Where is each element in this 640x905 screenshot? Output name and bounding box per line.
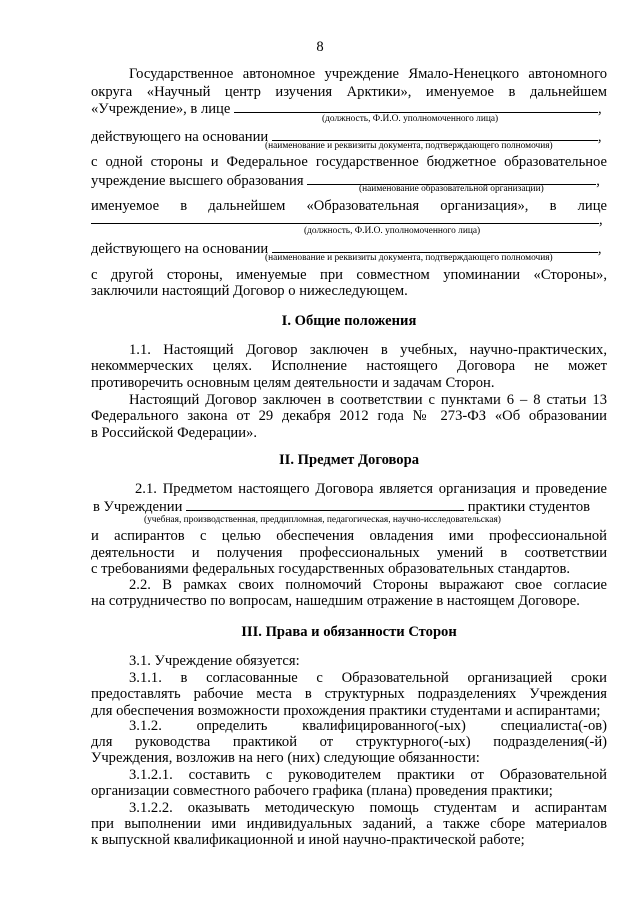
representative-blank [91, 210, 599, 224]
paragraph-line: 2.2. В рамках своих полномочий Стороны выражают свое согласие [129, 577, 607, 593]
paragraph-line: 3.1.2.2. оказывать методическую помощь студентам и аспирантам [129, 800, 607, 816]
paragraph-line: 3.1. Учреждение обязуется: [129, 653, 300, 669]
authority-blank [272, 127, 598, 141]
preamble-text: учреждение высшего образования [91, 173, 304, 189]
paragraph-line: при выполнении ими индивидуальных заданий, а также сборе материалов [91, 816, 607, 832]
preamble-line: округа «Научный центр изучения Арктики», именуемое в дальнейшем [91, 84, 607, 100]
paragraph-line: Федерального закона от 29 декабря 2012 года № 273-ФЗ «Об образовании [91, 408, 607, 424]
paragraph-line: 3.1.2. определить квалифицированного(-ых) специалиста(-ов) [129, 718, 607, 734]
paragraph-line: противоречить основным целям деятельности и задачам Сторон. [91, 375, 495, 391]
preamble-text: действующего на основании [91, 129, 269, 145]
preamble-line: , [91, 210, 607, 229]
preamble-line: с другой стороны, именуемые при совместном упоминании «Стороны», [91, 267, 607, 283]
paragraph-line: Учреждения, возложив на него (них) следующие обязанности: [91, 750, 480, 766]
section-heading: I. Общие положения [281, 313, 417, 329]
paragraph-line: предоставлять рабочие места в структурных подразделениях Учреждения [91, 686, 607, 702]
paragraph-line: для обеспечения возможности прохождения практики студентами и аспирантами; [91, 703, 601, 719]
section-heading: II. Предмет Договора [278, 452, 420, 468]
paragraph-line: в Российской Федерации». [91, 425, 257, 441]
paragraph-line: 1.1. Настоящий Договор заключен в учебных, научно-практических, [129, 342, 607, 358]
field-caption: (должность, Ф.И.О. уполномоченного лица) [322, 114, 499, 124]
paragraph-line: и аспирантов с целью обеспечения овладения ими профессиональной [91, 528, 607, 544]
preamble-text: «Учреждение», в лице [91, 101, 231, 117]
practice-type-blank [186, 497, 464, 511]
paragraph-line: 3.1.2.1. составить с руководителем практики от Образовательной [129, 767, 607, 783]
authority-blank [272, 239, 598, 253]
paragraph-text: практики студентов [467, 499, 591, 515]
page-number: 8 [316, 39, 324, 55]
paragraph-line: с требованиями федеральных государственных образовательных стандартов. [91, 561, 571, 577]
preamble-line: заключили настоящий Договор о нижеследующем. [91, 283, 408, 299]
paragraph-line: 3.1.1. в согласованные с Образовательной организацией сроки [129, 670, 607, 686]
paragraph-line: Настоящий Договор заключен в соответствии с пунктами 6 – 8 статьи 13 [129, 392, 607, 408]
preamble-text: действующего на основании [91, 241, 269, 257]
field-caption: (наименование и реквизиты документа, подтверждающего полномочия) [265, 141, 553, 151]
field-caption: (должность, Ф.И.О. уполномоченного лица) [304, 226, 481, 236]
paragraph-line: к выпускной квалификационной и иной научно-практической работе; [91, 832, 525, 848]
preamble-line: учреждение высшего образования , [91, 173, 600, 189]
preamble-line: именуемое в дальнейшем «Образовательная организация», в лице [91, 198, 607, 214]
field-caption: (наименование и реквизиты документа, подтверждающего полномочия) [265, 253, 553, 263]
preamble-line: Государственное автономное учреждение Ямало-Ненецкого автономного [129, 66, 607, 82]
preamble-line: «Учреждение», в лице , [91, 101, 602, 117]
paragraph-line [93, 497, 609, 516]
paragraph-line: на сотрудничество по вопросам, нашедшим отражение в настоящем Договоре. [91, 593, 580, 609]
preamble-line: действующего на основании , [91, 241, 602, 257]
field-caption: (наименование образовательной организации) [359, 184, 544, 194]
paragraph-line: для руководства практикой от структурного(-ых) подразделения(-й) [91, 734, 607, 750]
representative-blank [234, 99, 598, 113]
preamble-line: с одной стороны и Федеральное государственное бюджетное образовательное [91, 154, 607, 170]
preamble-line: действующего на основании , [91, 129, 602, 145]
paragraph-line: 2.1. Предметом настоящего Договора является организация и проведение [135, 481, 607, 497]
paragraph-line: организации совместного рабочего графика (плана) проведения практики; [91, 783, 553, 799]
paragraph-line: некоммерческих целях. Исполнение настоящего Договора не может [91, 358, 607, 374]
paragraph-text: в Учреждении [93, 499, 183, 515]
field-caption: (учебная, производственная, преддипломная, педагогическая, научно-исследовательская) [144, 515, 501, 525]
paragraph-line: деятельности и получения профессиональных умений в соответствии [91, 545, 607, 561]
section-heading: III. Права и обязанности Сторон [241, 624, 457, 640]
organization-blank [307, 171, 596, 185]
